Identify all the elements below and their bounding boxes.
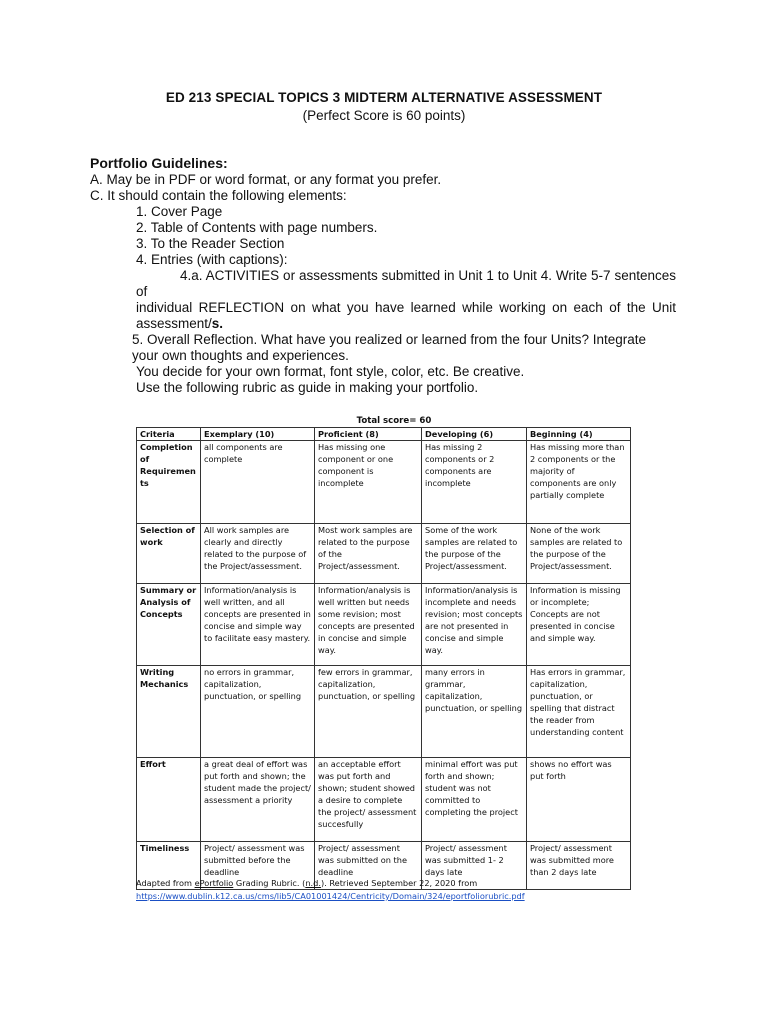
portfolio-guidelines (90, 155, 676, 396)
criteria-cell: Timeliness (137, 842, 201, 890)
rubric-cell: All work samples are clearly and directly related to the purpose of the Project/assessment. (201, 524, 315, 584)
rubric-cell: many errors in grammar, capitalization, punctuation, or spelling (422, 666, 527, 758)
guideline-item-4a-first: 4.a. ACTIVITIES or assessments submitted in Unit 1 to Unit 4. Write 5-7 sentences of (136, 268, 676, 299)
citation-url-link[interactable]: https://www.dublin.k12.ca.us/cms/lib5/CA01001424/Centricity/Domain/324/eportfoliorubric.pdf (136, 891, 525, 901)
rubric-cell: Has missing one component or one component is incomplete (315, 441, 422, 524)
guidelines-heading: Portfolio Guidelines: (90, 155, 228, 171)
rubric-header-row (137, 428, 631, 441)
criteria-cell: Summary or Analysis of Concepts (137, 584, 201, 666)
document-title: ED 213 SPECIAL TOPICS 3 MIDTERM ALTERNATIVE ASSESSMENT (165, 90, 603, 105)
rubric-cell: Project/ assessment was submitted before the deadline (201, 842, 315, 890)
guideline-item: 2. Table of Contents with page numbers. (136, 220, 378, 235)
rubric-cell: a great deal of effort was put forth and shown; the student made the project/ assessment a priority (201, 758, 315, 842)
rubric-cell: an acceptable effort was put forth and shown; student showed a desire to complete the project/ assessment succesfully (315, 758, 422, 842)
rubric-cell: Has errors in grammar, capitalization, punctuation, or spelling that distract the reader from understanding content (527, 666, 631, 758)
guideline-line-decide: You decide for your own format, font style, color, etc. Be creative. (136, 364, 525, 379)
rubric-table (136, 427, 631, 890)
table-row (137, 584, 631, 666)
rubric-cell: shows no effort was put forth (527, 758, 631, 842)
rubric-cell: Project/ assessment was submitted 1- 2 days late (422, 842, 527, 890)
rubric-section (136, 415, 632, 890)
rubric-cell: Project/ assessment was submitted on the deadline (315, 842, 422, 890)
document-subtitle: (Perfect Score is 60 points) (302, 108, 466, 123)
citation-eportfolio: ePortfolio (194, 878, 234, 888)
header-beginning: Beginning (4) (527, 428, 631, 441)
rubric-cell: None of the work samples are related to the purpose of the Project/assessment. (527, 524, 631, 584)
citation-nd: n.d. (305, 878, 321, 888)
header-exemplary: Exemplary (10) (201, 428, 315, 441)
table-row (137, 758, 631, 842)
rubric-cell: Has missing 2 components or 2 components are incomplete (422, 441, 527, 524)
rubric-cell: Some of the work samples are related to the purpose of the Project/assessment. (422, 524, 527, 584)
table-row (137, 524, 631, 584)
rubric-cell: few errors in grammar, capitalization, punctuation, or spelling (315, 666, 422, 758)
table-row (137, 666, 631, 758)
rubric-cell: all components are complete (201, 441, 315, 524)
guideline-item: 4. Entries (with captions): (136, 252, 288, 267)
table-row (137, 441, 631, 524)
guideline-item: 3. To the Reader Section (136, 236, 285, 251)
guideline-item-4a-end: s. (211, 316, 224, 331)
citation-footer (136, 877, 676, 903)
guideline-item-5: 5. Overall Reflection. What have you realized or learned from the four Units? Integrate your own thoughts and experiences. (132, 332, 647, 363)
citation-prefix: Adapted from (136, 878, 195, 888)
criteria-cell: Writing Mechanics (137, 666, 201, 758)
citation-suffix: ). Retrieved September 22, 2020 from (320, 878, 478, 888)
criteria-cell: Effort (137, 758, 201, 842)
header-proficient: Proficient (8) (315, 428, 422, 441)
rubric-cell: no errors in grammar, capitalization, punctuation, or spelling (201, 666, 315, 758)
rubric-cell: Most work samples are related to the purpose of the Project/assessment. (315, 524, 422, 584)
guideline-item: 1. Cover Page (136, 204, 223, 219)
guideline-line-rubric: Use the following rubric as guide in making your portfolio. (136, 380, 479, 395)
rubric-cell: Information/analysis is incomplete and needs revision; most concepts are not presented in concise and simple way. (422, 584, 527, 666)
citation-text (136, 877, 676, 890)
citation-middle: Grading Rubric. ( (233, 878, 306, 888)
rubric-cell: Information is missing or incomplete; Concepts are not presented in concise and simple way. (527, 584, 631, 666)
criteria-cell: Selection of work (137, 524, 201, 584)
guideline-item-4a (90, 268, 676, 332)
guideline-line-a: A. May be in PDF or word format, or any format you prefer. (90, 172, 442, 187)
rubric-cell: Project/ assessment was submitted more than 2 days late (527, 842, 631, 890)
guideline-item-4a-rest: individual REFLECTION on what you have learned while working on each of the Unit assessment/ (136, 300, 676, 331)
rubric-cell: minimal effort was put forth and shown; student was not committed to completing the project (422, 758, 527, 842)
criteria-cell: Completion of Requirements (137, 441, 201, 524)
rubric-cell: Information/analysis is well written, and all concepts are presented in concise and simple way to facilitate easy mastery. (201, 584, 315, 666)
guideline-line-c: C. It should contain the following elements: (90, 188, 347, 203)
rubric-total-score: Total score= 60 (356, 416, 432, 426)
rubric-cell: Information/analysis is well written but needs some revision; most concepts are presented in concise and simple way. (315, 584, 422, 666)
rubric-cell: Has missing more than 2 components or the majority of components are only partially complete (527, 441, 631, 524)
header-criteria: Criteria (137, 428, 201, 441)
header-developing: Developing (6) (422, 428, 527, 441)
